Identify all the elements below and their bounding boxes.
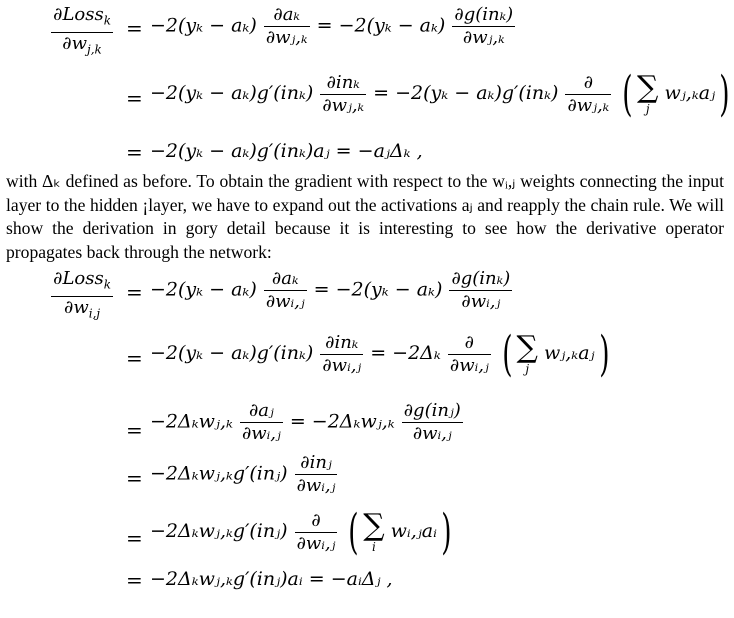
equals-sign: = xyxy=(126,466,143,490)
block2-row4-rhs: −2Δₖwⱼ,ₖg′(inⱼ) $\frac{\text{∂inⱼ}}{\text{∂wᵢ,ⱼ}}$ xyxy=(150,452,336,496)
equals-sign: = xyxy=(126,526,143,550)
equals-sign: = xyxy=(126,418,143,442)
block2-row1-rhs: −2(yₖ − aₖ) $\frac{\text{∂aₖ}}{\text{∂wᵢ,ⱼ}}$ = −2(yₖ − aₖ) $\frac{\text{∂g(inₖ)}}{\text{∂wᵢ,ⱼ}}$ xyxy=(150,268,511,312)
equals-sign: = xyxy=(126,86,143,110)
equation-block2-row3 xyxy=(0,400,734,452)
equation-block2-row4 xyxy=(0,452,734,504)
paragraph-text: with Δₖ defined as before. To obtain the gradient with respect to the wᵢ,ⱼ weights connecting the input layer to the hidden ¡layer, we have to expand out the activations aⱼ and reapply the chain rule. We will show the derivation in gory detail because it is interesting to see how the derivative operator propagates back through the network: xyxy=(6,171,724,262)
equation-block1-row2 xyxy=(0,66,734,122)
block2-lhs xyxy=(50,268,114,324)
block1-lhs-fraction: $\frac{\partial Loss_k}{\partial w_{j,k}}$ xyxy=(51,4,113,60)
equation-block1-row1 xyxy=(0,2,734,57)
block1-row3-rhs: −2(yₖ − aₖ)g′(inₖ)aⱼ = −aⱼΔₖ , xyxy=(150,140,423,162)
block2-row5-rhs: −2Δₖwⱼ,ₖg′(inⱼ) $\frac{\partial}{\text{∂wᵢ,ⱼ}}$ ( ∑ i wᵢ,ⱼaᵢ) xyxy=(150,504,452,560)
block1-lhs xyxy=(50,4,114,60)
equals-sign: = xyxy=(126,16,143,40)
block2-lhs-fraction: $\frac{\partial Loss_k}{\partial w_{i,j}}$ xyxy=(51,268,113,324)
equation-block2-row1 xyxy=(0,266,734,321)
equation-block2-row2 xyxy=(0,328,734,380)
block2-row2-rhs: −2(yₖ − aₖ)g′(inₖ) $\frac{\text{∂inₖ}}{\text{∂wᵢ,ⱼ}}$ = −2Δₖ $\frac{\partial}{\text{∂wᵢ,ⱼ}}$ ( ∑ j wⱼ,ₖaⱼ) xyxy=(150,326,610,382)
block1-row1-rhs: −2(yₖ − aₖ) $\frac{\text{∂aₖ}}{\text{∂wⱼ,ₖ}}$ = −2(yₖ − aₖ) $\frac{\text{∂g(inₖ)}}{\text{∂wⱼ,ₖ}}$ xyxy=(150,4,514,48)
equation-block2-row6 xyxy=(0,566,734,618)
equals-sign: = xyxy=(126,346,143,370)
equals-sign: = xyxy=(126,140,143,164)
block2-row3-rhs: −2Δₖwⱼ,ₖ $\frac{\text{∂aⱼ}}{\text{∂wᵢ,ⱼ}}$ = −2Δₖwⱼ,ₖ $\frac{\text{∂g(inⱼ)}}{\text{∂wᵢ,ⱼ}}$ xyxy=(150,400,461,444)
equals-sign: = xyxy=(126,280,143,304)
block2-row6-rhs: −2Δₖwⱼ,ₖg′(inⱼ)aᵢ = −aᵢΔⱼ , xyxy=(150,568,393,590)
equation-block2-row5 xyxy=(0,504,734,560)
body-paragraph xyxy=(6,170,724,264)
equals-sign: = xyxy=(126,568,143,592)
block1-row2-rhs: −2(yₖ − aₖ)g′(inₖ) $\frac{\text{∂inₖ}}{\text{∂wⱼ,ₖ}}$ = −2(yₖ − aₖ)g′(inₖ) $\frac{\partial}{\text{∂wⱼ,ₖ}}$ ( ∑ j wⱼ,ₖaⱼ) xyxy=(150,66,730,122)
